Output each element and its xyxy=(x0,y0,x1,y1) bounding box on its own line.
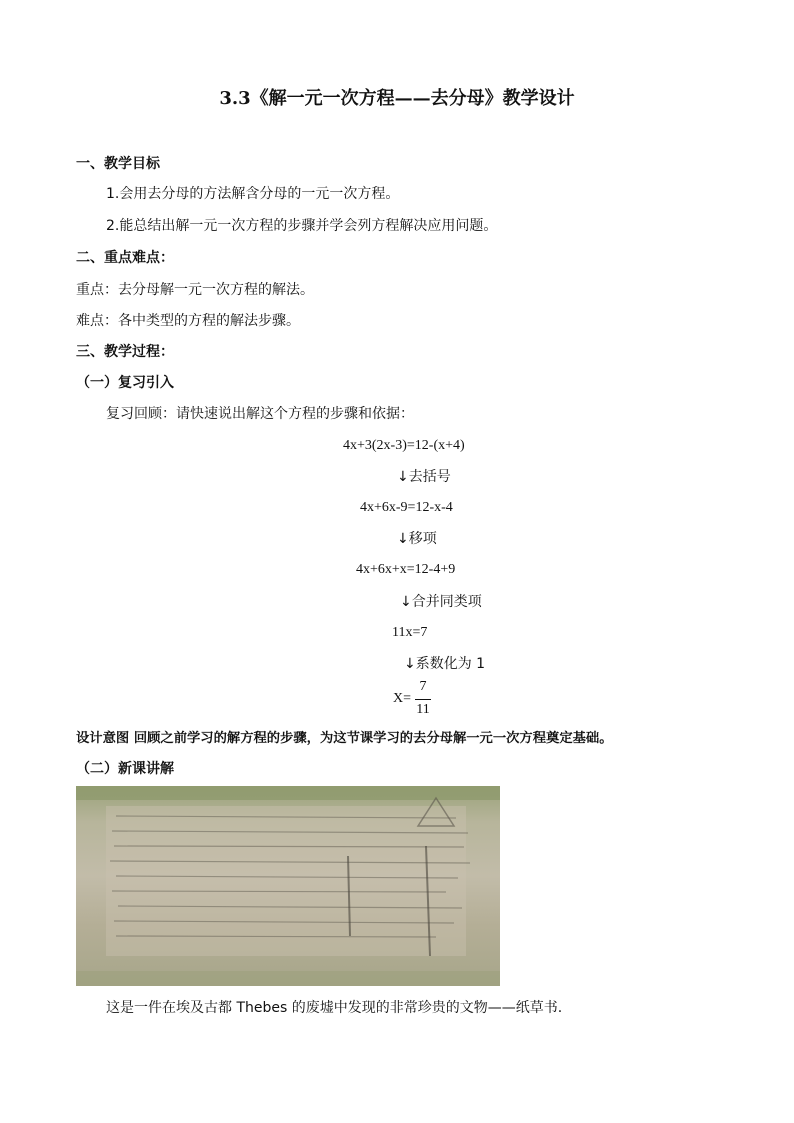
process-heading: 三、教学过程： xyxy=(76,344,174,360)
step-label-1: ↓去括号 xyxy=(397,469,451,485)
result-denominator: 11 xyxy=(416,702,430,717)
papyrus-caption: 这是一件在埃及古都 Thebes 的废墟中发现的非常珍贵的文物——纸草书. xyxy=(106,1000,563,1016)
equation-line-2: 4x+6x-9=12-x-4 xyxy=(360,500,453,515)
step-label-3: ↓合并同类项 xyxy=(400,594,482,610)
part2-heading: （二）新课讲解 xyxy=(76,761,174,777)
step-label-2: ↓移项 xyxy=(397,531,437,547)
key-points-heading: 二、重点难点： xyxy=(76,250,174,266)
papyrus-texture xyxy=(76,786,500,986)
step-label-4: ↓系数化为 1 xyxy=(404,656,486,672)
equation-line-4: 11x=7 xyxy=(392,625,428,640)
result-numerator: 7 xyxy=(419,679,427,694)
page-title: 3.3《解一元一次方程——去分母》教学设计 xyxy=(219,88,575,109)
review-text: 复习回顾：请快速说出解这个方程的步骤和依据： xyxy=(106,406,414,422)
goals-heading: 一、教学目标 xyxy=(76,156,160,172)
equation-line-3: 4x+6x+x=12-4+9 xyxy=(356,562,456,577)
goal-item-1: 1.会用去分母的方法解含分母的一元一次方程。 xyxy=(106,186,400,202)
papyrus-image xyxy=(76,786,500,986)
equation-line-1: 4x+3(2x-3)=12-(x+4) xyxy=(343,438,465,453)
goal-item-2: 2.能总结出解一元一次方程的步骤并学会列方程解决应用问题。 xyxy=(106,218,498,234)
part1-heading: （一）复习引入 xyxy=(76,375,174,391)
difficult-point: 难点：各中类型的方程的解法步骤。 xyxy=(76,313,300,329)
key-point: 重点：去分母解一元一次方程的解法。 xyxy=(76,282,314,298)
result-prefix: X= xyxy=(393,691,412,706)
fraction-bar xyxy=(415,699,431,700)
design-intent: 设计意图 回顾之前学习的解方程的步骤，为这节课学习的去分母解一元一次方程奠定基础。 xyxy=(76,731,613,746)
